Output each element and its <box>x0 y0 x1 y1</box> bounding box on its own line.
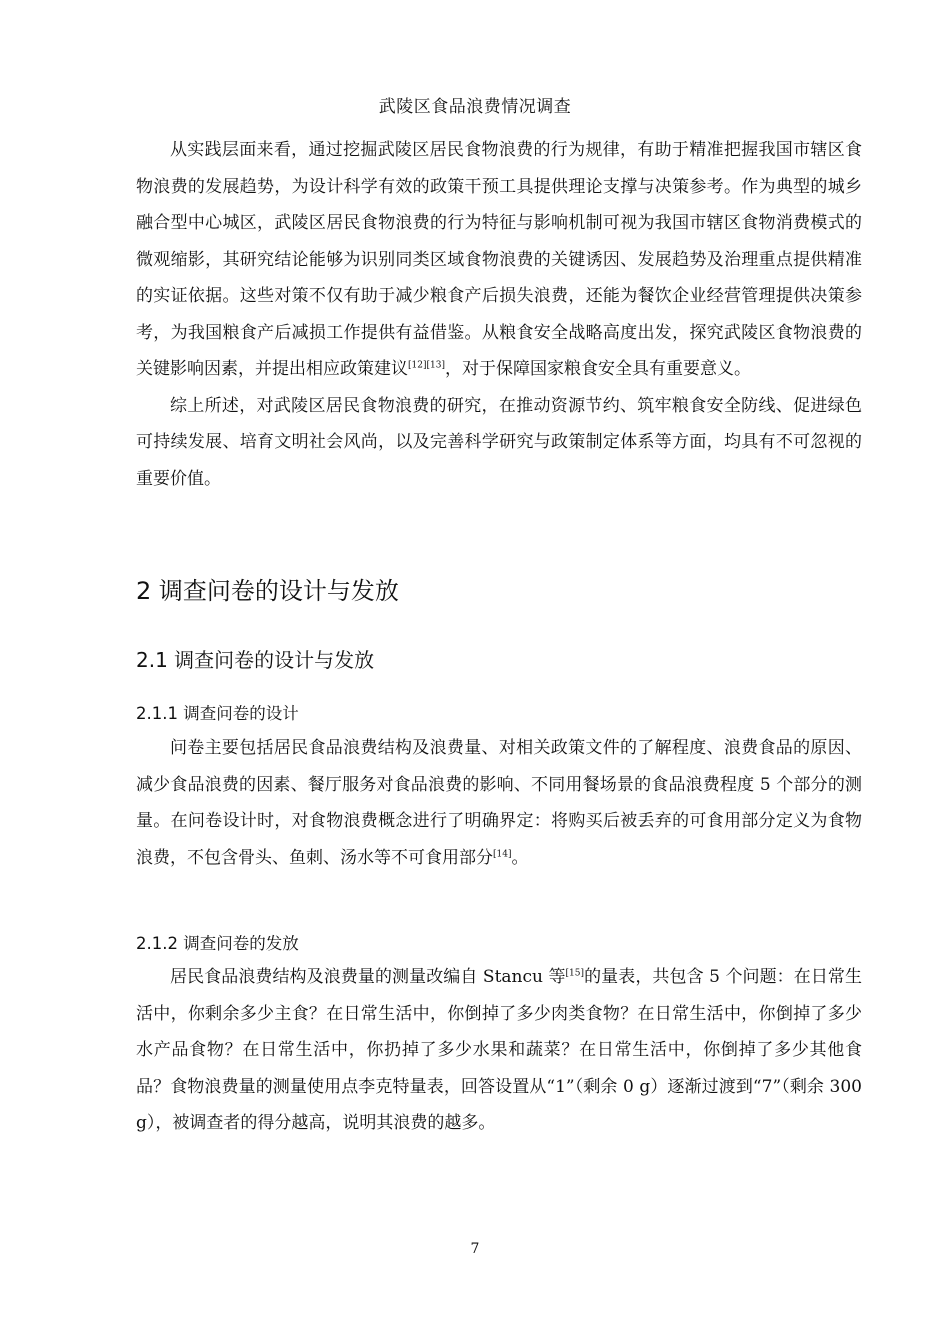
citation-12-13: [12][13] <box>408 360 445 371</box>
page-number: 7 <box>470 1241 480 1257</box>
intro-section <box>136 132 862 497</box>
section-2-1-1-end: 。 <box>511 847 529 868</box>
intro-paragraph-2: 综上所述，对武陵区居民食物浪费的研究，在推动资源节约、筑牢粮食安全防线、促进绿色可持续发展、培育文明社会风尚，以及完善科学研究与政策制定体系等方面，均具有不可忽视的重要价值。 <box>136 395 862 489</box>
section-2-1-1-paragraph <box>136 730 862 876</box>
intro-paragraph-1 <box>136 132 862 388</box>
citation-15: [15] <box>565 968 585 979</box>
intro-paragraph-1-tail: ，对于保障国家粮食安全具有重要意义。 <box>444 359 751 379</box>
section-2-1-2-body <box>136 959 862 1142</box>
section-2-1-heading: 2.1 调查问卷的设计与发放 <box>136 648 375 672</box>
section-2-1-2-text: 居民食品浪费结构及浪费量的测量改编自 Stancu 等 <box>170 967 566 987</box>
running-header-title: 武陵区食品浪费情况调查 <box>378 97 572 117</box>
section-2-heading: 2 调查问卷的设计与发放 <box>136 577 399 605</box>
intro-paragraph-1-text: 从实践层面来看，通过挖掘武陵区居民食物浪费的行为规律，有助于精准把握我国市辖区食物浪费的发展趋势，为设计科学有效的政策干预工具提供理论支撑与决策参考。作为典型的城乡融合型中心城区，武陵区居民食物浪费的行为特征与影响机制可视为我国市辖区食物消费模式的微观缩影，其研究结论能够为识别同类区域食物浪费的关键诱因、发展趋势及治理重点提供精准的实证依据。这些对策不仅有助于减少粮食产后损失浪费，还能为餐饮企业经营管理提供决策参考，为我国粮食产后减损工作提供有益借鉴。从粮食安全战略高度出发，探究武陵区食物浪费的关键影响因素，并提出相应政策建议 <box>136 140 862 379</box>
section-2-1-2-tail: 的量表，共包含 5 个问题：在日常生活中，你剩余多少主食？在日常生活中，你倒掉了多少肉类食物？在日常生活中，你倒掉了多少水产品食物？在日常生活中，你扔掉了多少水果和蔬菜？在日常生活中，你倒掉了多少其他食品？食物浪费量的测量使用点李克特量表，回答设置从“1”（剩余 0 g）逐渐过渡到“7”（剩余 300 g），被调查者的得分越高，说明其浪费的越多。 <box>136 967 863 1133</box>
citation-14: [14] <box>493 848 512 859</box>
section-2-1-2-heading: 2.1.2 调查问卷的发放 <box>136 934 299 953</box>
section-2-1-1-heading: 2.1.1 调查问卷的设计 <box>136 704 299 723</box>
section-2-1-1-body <box>136 730 862 876</box>
section-2-1-1-text: 问卷主要包括居民食品浪费结构及浪费量、对相关政策文件的了解程度、浪费食品的原因、减少食品浪费的因素、餐厅服务对食品浪费的影响、不同用餐场景的食品浪费程度 5 个部分的测量。在问卷设计时，对食物浪费概念进行了明确界定：将购买后被丢弃的可食用部分定义为食物浪费，不包含骨头、鱼刺、汤水等不可食用部分 <box>136 738 862 868</box>
section-2-1-2-paragraph <box>136 959 862 1142</box>
